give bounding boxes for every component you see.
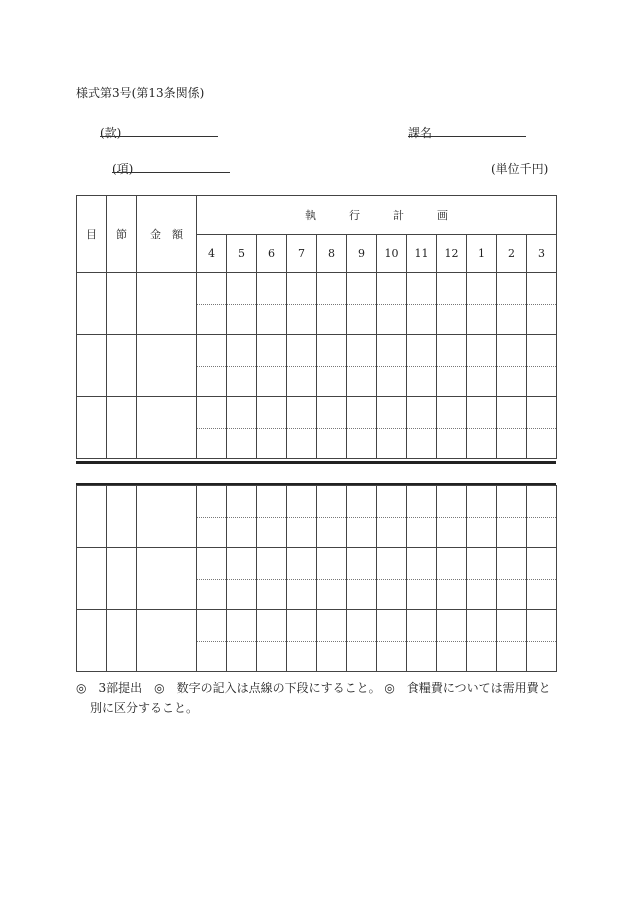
dotted-guide [227,579,256,580]
dotted-guide [437,366,466,367]
dotted-guide [527,304,556,305]
dotted-guide [197,304,226,305]
note-line-1: ◎ 3部提出 ◎ 数字の記入は点線の下段にすること。 ◎ 食糧費については需用費と [76,681,551,695]
month-cell[interactable] [287,273,317,335]
month-cell[interactable] [347,335,377,397]
entry-row [77,610,557,672]
month-cell[interactable] [317,397,347,459]
month-cell[interactable] [407,397,437,459]
dotted-guide [467,366,496,367]
month-cell[interactable] [347,273,377,335]
month-cell[interactable] [197,335,227,397]
dotted-guide [527,517,556,518]
dotted-guide [407,366,436,367]
dotted-guide [437,304,466,305]
dotted-guide [347,517,376,518]
setsu-cell[interactable] [107,486,137,548]
plan-grid-bottom [76,485,557,672]
month-cell[interactable] [377,486,407,548]
dotted-guide [377,304,406,305]
month-cell[interactable] [227,610,257,672]
dotted-guide [197,366,226,367]
month-cell[interactable] [497,548,527,610]
month-cell[interactable] [347,397,377,459]
dotted-guide [227,428,256,429]
dotted-guide [287,517,316,518]
month-cell[interactable] [257,335,287,397]
header-plan: 執 行 計 画 [197,196,557,235]
notes [76,678,556,718]
month-cell[interactable] [227,335,257,397]
month-cell[interactable] [527,548,557,610]
dotted-guide [287,579,316,580]
month-cell[interactable] [527,273,557,335]
kou-field[interactable] [112,172,230,173]
month-cell[interactable] [197,610,227,672]
execution-plan-table [76,195,556,459]
section-divider [76,461,556,464]
month-cell[interactable] [437,397,467,459]
dotted-guide [317,579,346,580]
month-header: 2 [497,235,527,273]
month-cell[interactable] [407,335,437,397]
kingaku-cell[interactable] [137,486,197,548]
setsu-cell[interactable] [107,335,137,397]
ka-label: 課名 [408,126,433,140]
bottom-entry-rows [77,486,557,672]
kingaku-cell[interactable] [137,548,197,610]
dotted-guide [497,641,526,642]
month-cell[interactable] [377,397,407,459]
dotted-guide [527,579,556,580]
month-cell[interactable] [287,335,317,397]
setsu-cell[interactable] [107,273,137,335]
dotted-guide [407,579,436,580]
kingaku-cell[interactable] [137,335,197,397]
month-cell[interactable] [437,335,467,397]
entry-row [77,486,557,548]
entry-row [77,273,557,335]
dotted-guide [317,517,346,518]
dotted-guide [317,304,346,305]
dotted-guide [497,366,526,367]
dotted-guide [497,579,526,580]
dotted-guide [527,641,556,642]
setsu-cell[interactable] [107,548,137,610]
month-cell[interactable] [287,486,317,548]
month-cell[interactable] [227,486,257,548]
month-cell[interactable] [497,335,527,397]
month-cell[interactable] [437,273,467,335]
dotted-guide [437,579,466,580]
month-cell[interactable] [227,548,257,610]
month-cell[interactable] [467,273,497,335]
month-cell[interactable] [407,610,437,672]
month-cell[interactable] [287,610,317,672]
kou-label: (項) [112,162,134,176]
month-cell[interactable] [317,273,347,335]
month-cell[interactable] [227,397,257,459]
dotted-guide [497,304,526,305]
month-cell[interactable] [467,548,497,610]
dotted-guide [227,304,256,305]
entry-row [77,397,557,459]
dotted-guide [227,641,256,642]
dotted-guide [257,641,286,642]
month-cell[interactable] [377,335,407,397]
kan-field[interactable] [100,136,218,137]
dotted-guide [197,517,226,518]
dotted-guide [257,517,286,518]
dotted-guide [407,428,436,429]
entry-row [77,335,557,397]
form-title: 様式第3号(第13条関係) [76,86,205,100]
dotted-guide [377,579,406,580]
month-cell[interactable] [287,548,317,610]
kingaku-cell[interactable] [137,273,197,335]
dotted-guide [377,366,406,367]
month-cell[interactable] [377,273,407,335]
month-cell[interactable] [497,273,527,335]
kingaku-cell[interactable] [137,397,197,459]
month-header: 7 [287,235,317,273]
dotted-guide [407,304,436,305]
dotted-guide [257,579,286,580]
month-cell[interactable] [497,610,527,672]
dotted-guide [527,428,556,429]
kingaku-cell[interactable] [137,610,197,672]
dotted-guide [497,517,526,518]
month-cell[interactable] [407,548,437,610]
dotted-guide [257,428,286,429]
top-entry-rows [77,273,557,459]
dotted-guide [257,366,286,367]
month-cell[interactable] [497,397,527,459]
dotted-guide [347,428,376,429]
month-cell[interactable] [347,548,377,610]
month-cell[interactable] [527,610,557,672]
ka-field[interactable] [408,136,526,137]
month-cell[interactable] [287,397,317,459]
month-cell[interactable] [527,335,557,397]
month-header: 10 [377,235,407,273]
note-line-2: 別に区分すること。 [90,701,199,715]
month-header: 5 [227,235,257,273]
month-cell[interactable] [317,610,347,672]
month-header: 4 [197,235,227,273]
dotted-guide [257,304,286,305]
kan-label: (款) [100,126,122,140]
moku-cell[interactable] [77,397,107,459]
plan-grid-top [76,195,557,459]
entry-row [77,548,557,610]
month-cell[interactable] [437,486,467,548]
dotted-guide [407,517,436,518]
month-cell[interactable] [467,335,497,397]
moku-cell[interactable] [77,273,107,335]
month-cell[interactable] [257,610,287,672]
unit-label: (単位千円) [491,162,549,176]
dotted-guide [377,641,406,642]
month-header: 8 [317,235,347,273]
month-cell[interactable] [197,486,227,548]
month-cell[interactable] [197,548,227,610]
month-cell[interactable] [227,273,257,335]
month-cell[interactable] [317,486,347,548]
dotted-guide [467,579,496,580]
execution-plan-table-bottom [76,485,556,672]
dotted-guide [197,579,226,580]
dotted-guide [347,366,376,367]
setsu-cell[interactable] [107,397,137,459]
dotted-guide [197,428,226,429]
dotted-guide [437,517,466,518]
header-kingaku: 金 額 [137,196,197,273]
dotted-guide [377,517,406,518]
dotted-guide [287,641,316,642]
dotted-guide [317,641,346,642]
month-cell[interactable] [467,610,497,672]
month-cell[interactable] [527,397,557,459]
month-cell[interactable] [197,397,227,459]
month-cell[interactable] [377,548,407,610]
dotted-guide [347,304,376,305]
dotted-guide [497,428,526,429]
dotted-guide [347,579,376,580]
month-cell[interactable] [257,273,287,335]
dotted-guide [467,304,496,305]
month-cell[interactable] [257,397,287,459]
dotted-guide [317,428,346,429]
moku-cell[interactable] [77,486,107,548]
month-cell[interactable] [317,335,347,397]
header-moku: 目 [77,196,107,273]
dotted-guide [287,366,316,367]
month-header: 6 [257,235,287,273]
month-cell[interactable] [407,486,437,548]
month-cell[interactable] [347,486,377,548]
month-header: 3 [527,235,557,273]
moku-cell[interactable] [77,610,107,672]
month-header: 12 [437,235,467,273]
month-header: 1 [467,235,497,273]
moku-cell[interactable] [77,335,107,397]
month-cell[interactable] [527,486,557,548]
dotted-guide [287,304,316,305]
month-cell[interactable] [197,273,227,335]
dotted-guide [377,428,406,429]
header-setsu: 節 [107,196,137,273]
month-cell[interactable] [407,273,437,335]
month-cell[interactable] [437,548,467,610]
month-cell[interactable] [317,548,347,610]
dotted-guide [467,517,496,518]
dotted-guide [317,366,346,367]
month-cell[interactable] [347,610,377,672]
dotted-guide [467,641,496,642]
dotted-guide [527,366,556,367]
month-cell[interactable] [497,486,527,548]
month-cell[interactable] [467,486,497,548]
dotted-guide [197,641,226,642]
dotted-guide [347,641,376,642]
month-cell[interactable] [257,548,287,610]
setsu-cell[interactable] [107,610,137,672]
month-cell[interactable] [377,610,407,672]
dotted-guide [227,366,256,367]
month-header: 11 [407,235,437,273]
dotted-guide [467,428,496,429]
dotted-guide [407,641,436,642]
month-header: 9 [347,235,377,273]
month-cell[interactable] [257,486,287,548]
dotted-guide [437,641,466,642]
dotted-guide [227,517,256,518]
month-cell[interactable] [467,397,497,459]
dotted-guide [287,428,316,429]
month-cell[interactable] [437,610,467,672]
dotted-guide [437,428,466,429]
moku-cell[interactable] [77,548,107,610]
